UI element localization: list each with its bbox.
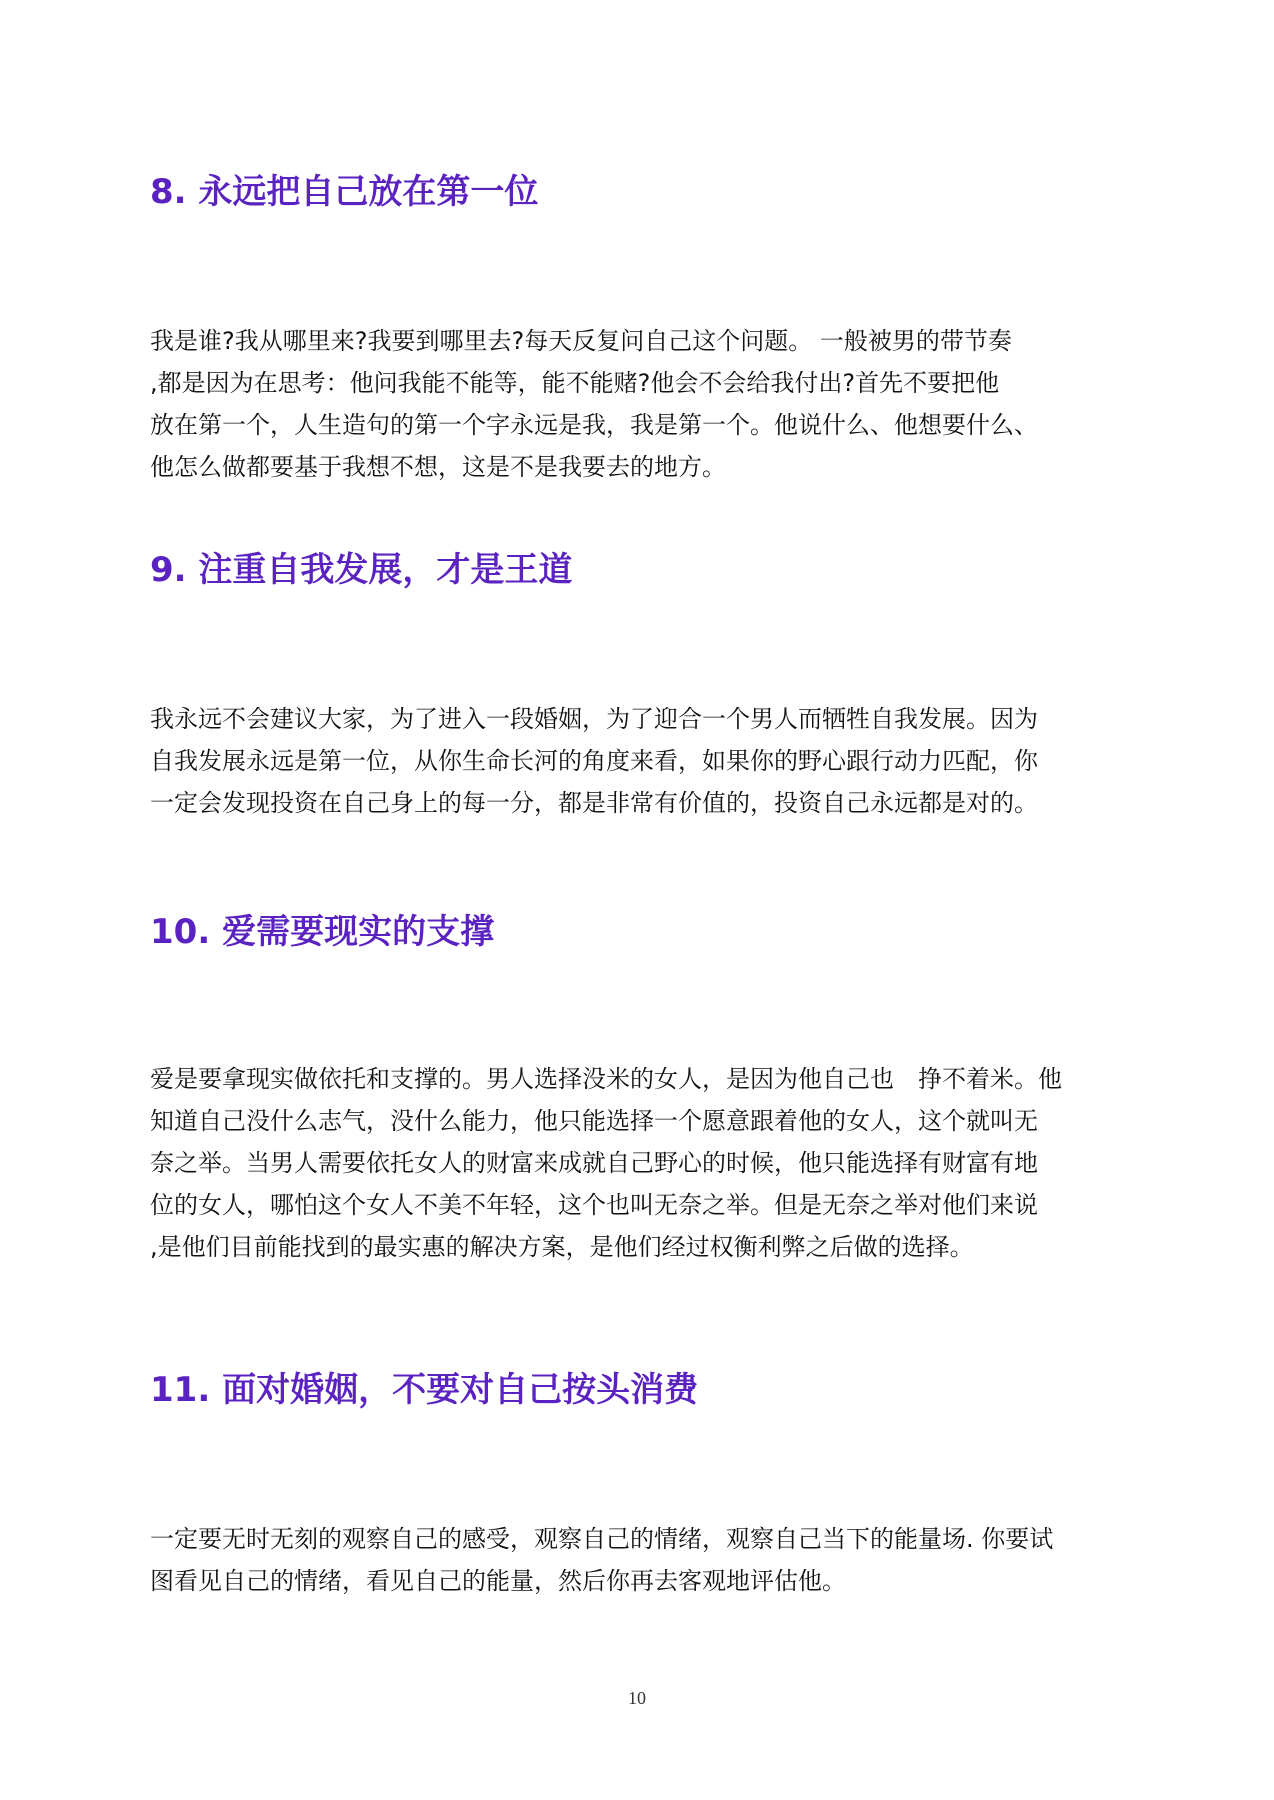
paragraph-line: 放在第一个，人生造句的第一个字永远是我，我是第一个。他说什么、他想要什么、 [150, 411, 1038, 439]
paragraph-line: 自我发展永远是第一位，从你生命长河的角度来看，如果你的野心跟行动力匹配，你 [150, 747, 1038, 775]
page-number: 10 [628, 1688, 646, 1708]
paragraph-line: 爱是要拿现实做依托和支撑的。男人选择没米的女人，是因为他自己也 挣不着米。他 [150, 1065, 1062, 1093]
paragraph-line: 一定要无时无刻的观察自己的感受，观察自己的情绪，观察自己当下的能量场. 你要试 [150, 1525, 1054, 1553]
paragraph-line: 我永远不会建议大家，为了进入一段婚姻，为了迎合一个男人而牺牲自我发展。因为 [150, 705, 1038, 733]
section-paragraph-8 [150, 320, 1130, 488]
section-heading-8: 8. 永远把自己放在第一位 [150, 172, 539, 212]
paragraph-line: ,是他们目前能找到的最实惠的解决方案，是他们经过权衡利弊之后做的选择。 [150, 1233, 974, 1261]
paragraph-line: 奈之举。当男人需要依托女人的财富来成就自己野心的时候，他只能选择有财富有地 [150, 1149, 1038, 1177]
paragraph-line: 他怎么做都要基于我想不想，这是不是我要去的地方。 [150, 453, 726, 481]
paragraph-line: 一定会发现投资在自己身上的每一分，都是非常有价值的，投资自己永远都是对的。 [150, 789, 1038, 817]
section-paragraph-11 [150, 1518, 1130, 1602]
paragraph-line: ,都是因为在思考：他问我能不能等，能不能赌?他会不会给我付出?首先不要把他 [150, 369, 1000, 397]
paragraph-line: 知道自己没什么志气，没什么能力，他只能选择一个愿意跟着他的女人，这个就叫无 [150, 1107, 1038, 1135]
section-paragraph-10 [150, 1058, 1130, 1268]
paragraph-line: 图看见自己的情绪，看见自己的能量，然后你再去客观地评估他。 [150, 1567, 846, 1595]
section-heading-11: 11. 面对婚姻，不要对自己按头消费 [150, 1370, 699, 1410]
section-heading-10: 10. 爱需要现实的支撑 [150, 912, 495, 952]
paragraph-line: 我是谁?我从哪里来?我要到哪里去?每天反复问自己这个问题。 一般被男的带节奏 [150, 327, 1012, 355]
section-paragraph-9 [150, 698, 1130, 824]
section-heading-9: 9. 注重自我发展，才是王道 [150, 550, 573, 590]
paragraph-line: 位的女人，哪怕这个女人不美不年轻，这个也叫无奈之举。但是无奈之举对他们来说 [150, 1191, 1038, 1219]
